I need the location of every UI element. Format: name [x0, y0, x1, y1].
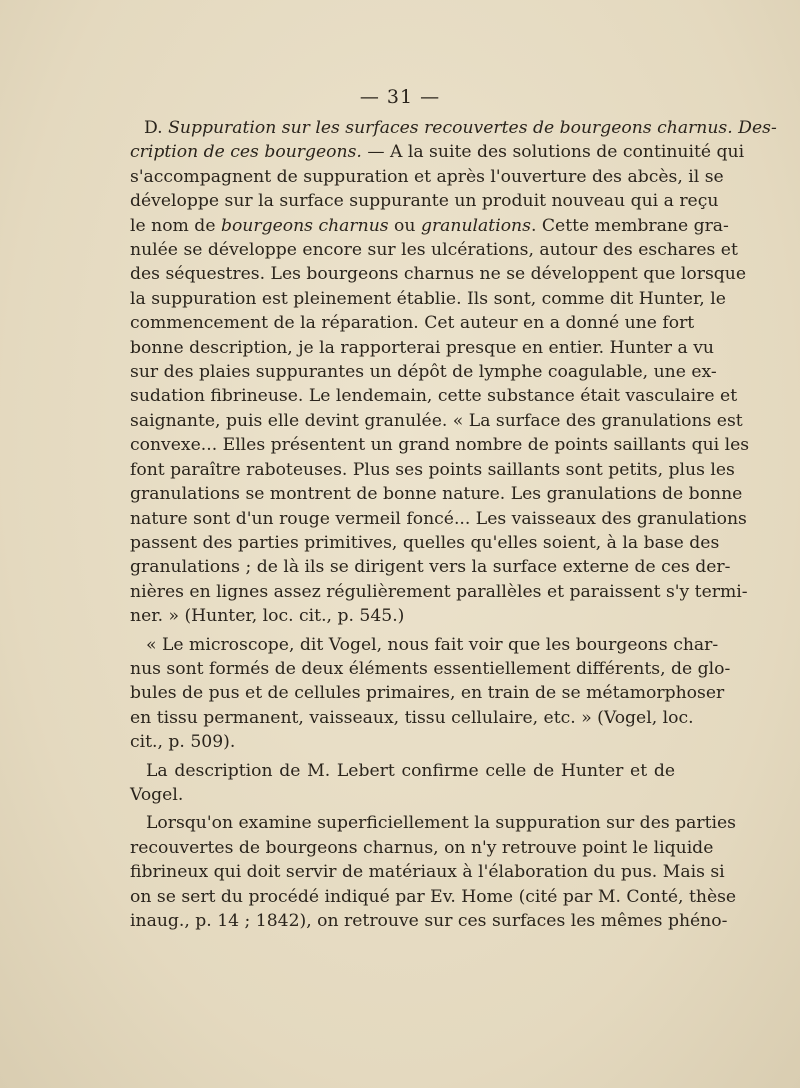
- text-line: nières en lignes assez régulièrement parallèles et paraissent s'y termi-: [130, 581, 748, 602]
- text-line: fibrineux qui doit servir de matériaux à l'élaboration du pus. Mais si: [130, 862, 725, 883]
- emphasis: granulations: [420, 215, 531, 236]
- paragraph-examination: [130, 811, 737, 933]
- text-line: en tissu permanent, vaisseaux, tissu cellulaire, etc. » (Vogel, loc.: [130, 707, 694, 728]
- text-line: inaug., p. 14 ; 1842), on retrouve sur ces surfaces les mêmes phéno-: [130, 911, 728, 931]
- text-line: la suppuration est pleinement établie. Ils sont, comme dit Hunter, le: [130, 288, 726, 309]
- text-line: Lorsqu'on examine superficiellement la suppuration sur des parties: [146, 813, 737, 834]
- emphasis: Suppuration sur les surfaces recouvertes de bourgeons charnus. Des-: [168, 118, 777, 138]
- text-line: « Le microscope, dit Vogel, nous fait voir que les bourgeons char-: [146, 634, 719, 655]
- text-line: bules de pus et de cellules primaires, en train de se métamorphoser: [130, 683, 725, 704]
- text-line: cription de ces bourgeons. — A la suite des solutions de continuité qui: [130, 142, 745, 163]
- paragraph-vogel-quote: [130, 633, 731, 755]
- text-line: recouvertes de bourgeons charnus, on n'y retrouve point le liquide: [130, 837, 714, 858]
- text-line: saignante, puis elle devint granulée. « La surface des granulations est: [130, 410, 743, 431]
- text-line: bonne description, je la rapporterai presque en entier. Hunter a vu: [130, 337, 714, 358]
- text-line: sudation fibrineuse. Le lendemain, cette substance était vasculaire et: [130, 386, 738, 407]
- text-line: passent des parties primitives, quelles qu'elles soient, à la base des: [130, 532, 720, 553]
- text-line: Vogel.: [130, 784, 184, 805]
- text-line: cit., p. 509).: [130, 732, 236, 753]
- text-line: le nom de bourgeons charnus ou granulations. Cette membrane gra-: [130, 215, 729, 236]
- text-line: nus sont formés de deux éléments essentiellement différents, de glo-: [130, 658, 731, 679]
- text-line: commencement de la réparation. Cet auteur en a donné une fort: [130, 313, 695, 334]
- text-line: granulations ; de là ils se dirigent vers la surface externe de ces der-: [130, 557, 731, 578]
- paragraph-lebert: [130, 759, 675, 808]
- paragraph-suppuration: [130, 116, 777, 629]
- emphasis: bourgeons charnus: [220, 215, 389, 236]
- text-line: [130, 116, 777, 140]
- text-line: ner. » (Hunter, loc. cit., p. 545.): [130, 606, 405, 627]
- text-line: font paraître raboteuses. Plus ses points saillants sont petits, plus les: [130, 459, 735, 480]
- text-line: on se sert du procédé indiqué par Ev. Home (cité par M. Conté, thèse: [130, 886, 737, 907]
- text-line: nulée se développe encore sur les ulcérations, autour des eschares et: [130, 240, 738, 261]
- text-line: nature sont d'un rouge vermeil foncé... Les vaisseaux des granulations: [130, 508, 747, 529]
- emphasis: cription de ces bourgeons.: [130, 142, 362, 163]
- text-line: s'accompagnent de suppuration et après l'ouverture des abcès, il se: [130, 166, 724, 187]
- text-line-content: D. Suppuration sur les surfaces recouvertes de bourgeons charnus. Des-: [144, 118, 777, 138]
- text-line: sur des plaies suppurantes un dépôt de lymphe coagulable, une ex-: [130, 362, 717, 383]
- body-text: [130, 116, 777, 933]
- page-number: — 31 —: [359, 86, 441, 108]
- text-line: développe sur la surface suppurante un produit nouveau qui a reçu: [130, 191, 719, 212]
- text-line: La description de M. Lebert confirme celle de Hunter et de: [146, 760, 675, 781]
- text-line: des séquestres. Les bourgeons charnus ne se développent que lorsque: [130, 264, 747, 285]
- text-line: convexe... Elles présentent un grand nombre de points saillants qui les: [130, 435, 750, 456]
- text-line: granulations se montrent de bonne nature. Les granulations de bonne: [130, 484, 743, 505]
